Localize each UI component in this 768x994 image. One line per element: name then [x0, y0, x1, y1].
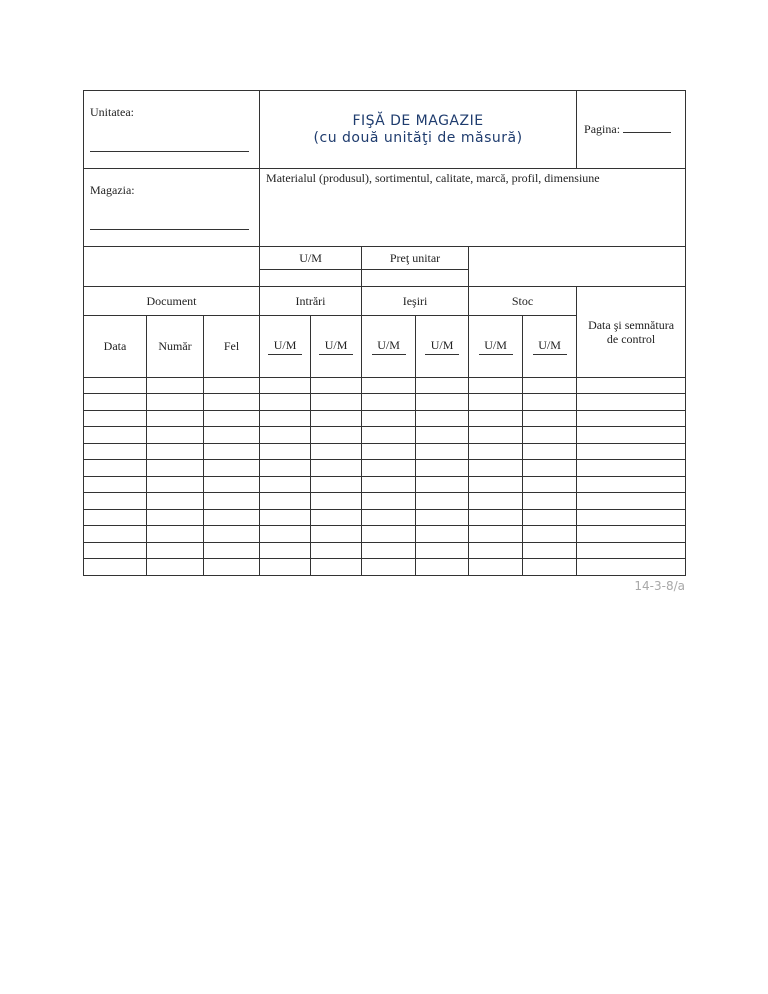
entry-cell[interactable] — [577, 394, 686, 411]
um-blank-line — [533, 354, 567, 355]
stoc-um2-header — [523, 316, 577, 378]
iesiri-header — [362, 287, 469, 316]
entry-cell[interactable] — [311, 427, 362, 444]
entry-cell[interactable] — [311, 559, 362, 576]
entry-cell[interactable] — [84, 427, 147, 444]
entry-row — [84, 477, 686, 493]
entry-cell[interactable] — [260, 477, 311, 493]
entry-cell[interactable] — [469, 394, 523, 411]
entry-cell[interactable] — [84, 444, 147, 460]
intrari-um1-header — [260, 316, 311, 378]
entry-cell[interactable] — [416, 510, 469, 526]
entry-cell[interactable] — [362, 543, 416, 559]
um-label: U/M — [430, 337, 454, 352]
data-header — [84, 316, 147, 378]
entry-cell[interactable] — [577, 477, 686, 493]
um-blank-line — [372, 354, 406, 355]
um-blank-line — [268, 354, 302, 355]
um-price-label-row — [84, 247, 686, 270]
unitatea-blank-line — [90, 151, 249, 152]
entry-row — [84, 510, 686, 526]
entry-cell[interactable] — [260, 411, 311, 427]
iesiri-um1-header — [362, 316, 416, 378]
stoc-um1-header — [469, 316, 523, 378]
entry-cell[interactable] — [523, 427, 577, 444]
entry-cell[interactable] — [204, 460, 260, 477]
entry-cell[interactable] — [362, 394, 416, 411]
entry-cell[interactable] — [311, 411, 362, 427]
entry-row — [84, 427, 686, 444]
pret-value-cell[interactable] — [362, 270, 469, 287]
entry-cell[interactable] — [260, 444, 311, 460]
entry-cell[interactable] — [577, 526, 686, 543]
entry-cell[interactable] — [260, 427, 311, 444]
blank-left-cell[interactable] — [84, 247, 260, 287]
entry-cell[interactable] — [311, 460, 362, 477]
entry-cell[interactable] — [416, 444, 469, 460]
entry-cell[interactable] — [362, 510, 416, 526]
entry-cell[interactable] — [362, 477, 416, 493]
magazia-blank-line — [90, 229, 249, 230]
entry-cell[interactable] — [577, 411, 686, 427]
entry-cell[interactable] — [416, 411, 469, 427]
pagina-blank-line — [623, 132, 671, 133]
entry-cell[interactable] — [84, 493, 147, 510]
document-label: Document — [146, 293, 197, 308]
entry-cell[interactable] — [260, 510, 311, 526]
blank-right-cell[interactable] — [469, 247, 686, 287]
entry-cell[interactable] — [84, 526, 147, 543]
entry-cell[interactable] — [362, 427, 416, 444]
title-cell — [260, 91, 577, 169]
header-row — [84, 91, 686, 169]
entry-cell[interactable] — [147, 493, 204, 510]
entry-cell[interactable] — [260, 394, 311, 411]
um-label: U/M — [324, 337, 348, 352]
warehouse-card-form — [83, 90, 685, 593]
intrari-label: Intrări — [295, 293, 326, 308]
entry-cell[interactable] — [204, 378, 260, 394]
data-label: Data — [103, 339, 127, 354]
entry-cell[interactable] — [362, 493, 416, 510]
group-header-row — [84, 287, 686, 316]
entry-cell[interactable] — [362, 378, 416, 394]
entry-cell[interactable] — [523, 378, 577, 394]
entry-cell[interactable] — [260, 526, 311, 543]
entry-cell[interactable] — [469, 526, 523, 543]
stoc-header — [469, 287, 577, 316]
material-label: Materialul (produsul), sortimentul, calitate, marcă, profil, dimensiune — [266, 171, 600, 185]
entry-cell[interactable] — [84, 543, 147, 559]
um-label: U/M — [377, 337, 400, 352]
um-value-cell[interactable] — [260, 270, 362, 287]
entry-cell[interactable] — [577, 444, 686, 460]
entry-cell[interactable] — [311, 526, 362, 543]
entry-row — [84, 411, 686, 427]
um-blank-line — [479, 354, 513, 355]
control-header — [577, 287, 686, 378]
entry-cell[interactable] — [416, 543, 469, 559]
entry-cell[interactable] — [523, 493, 577, 510]
entry-cell[interactable] — [469, 510, 523, 526]
entry-row — [84, 526, 686, 543]
stoc-label: Stoc — [511, 293, 534, 308]
entry-cell[interactable] — [147, 543, 204, 559]
entry-cell[interactable] — [204, 559, 260, 576]
entry-cell[interactable] — [416, 477, 469, 493]
entry-cell[interactable] — [523, 510, 577, 526]
entry-cell[interactable] — [469, 460, 523, 477]
entry-cell[interactable] — [311, 510, 362, 526]
entry-cell[interactable] — [204, 510, 260, 526]
pagina-label: Pagina: — [584, 122, 621, 137]
magazia-cell[interactable] — [84, 169, 260, 247]
magazia-row — [84, 169, 686, 247]
entry-cell[interactable] — [469, 477, 523, 493]
entry-cell[interactable] — [523, 460, 577, 477]
document-header — [84, 287, 260, 316]
entry-cell[interactable] — [523, 411, 577, 427]
entry-cell[interactable] — [147, 460, 204, 477]
entry-cell[interactable] — [523, 444, 577, 460]
entry-cell[interactable] — [523, 477, 577, 493]
entry-cell[interactable] — [416, 394, 469, 411]
entry-cell[interactable] — [147, 559, 204, 576]
entry-cell[interactable] — [204, 477, 260, 493]
entry-cell[interactable] — [84, 510, 147, 526]
entry-cell[interactable] — [204, 394, 260, 411]
pagina-cell[interactable] — [577, 91, 686, 169]
entry-cell[interactable] — [577, 493, 686, 510]
entry-cell[interactable] — [260, 378, 311, 394]
entry-cell[interactable] — [147, 394, 204, 411]
entry-cell[interactable] — [311, 493, 362, 510]
entry-cell[interactable] — [577, 460, 686, 477]
entry-cell[interactable] — [416, 427, 469, 444]
entry-cell[interactable] — [204, 543, 260, 559]
entry-cell[interactable] — [260, 559, 311, 576]
entry-row — [84, 493, 686, 510]
fel-label: Fel — [223, 339, 240, 354]
unitatea-cell[interactable] — [84, 91, 260, 169]
um-blank-line — [319, 354, 353, 355]
pret-label-cell — [362, 247, 469, 270]
form-table — [83, 90, 686, 576]
entry-cell[interactable] — [577, 510, 686, 526]
entry-cell[interactable] — [469, 378, 523, 394]
um-label: U/M — [299, 250, 322, 265]
entry-cell[interactable] — [311, 444, 362, 460]
unitatea-label: Unitatea: — [90, 105, 134, 119]
entry-cell[interactable] — [84, 559, 147, 576]
numar-label: Număr — [158, 339, 192, 354]
um-label-cell — [260, 247, 362, 270]
entry-row — [84, 460, 686, 477]
entry-cell[interactable] — [260, 460, 311, 477]
entry-cell[interactable] — [577, 559, 686, 576]
intrari-um2-header — [311, 316, 362, 378]
entry-cell[interactable] — [469, 559, 523, 576]
entry-cell[interactable] — [147, 427, 204, 444]
entry-cell[interactable] — [204, 493, 260, 510]
entry-cell[interactable] — [362, 526, 416, 543]
form-subtitle: (cu două unităţi de măsură) — [313, 129, 523, 146]
entry-cell[interactable] — [204, 444, 260, 460]
entry-row — [84, 444, 686, 460]
entry-cell[interactable] — [260, 493, 311, 510]
entry-cell[interactable] — [416, 526, 469, 543]
entry-row — [84, 378, 686, 394]
entry-cell[interactable] — [523, 394, 577, 411]
entry-cell[interactable] — [362, 411, 416, 427]
entry-cell[interactable] — [84, 394, 147, 411]
entry-cell[interactable] — [204, 411, 260, 427]
entry-row — [84, 543, 686, 559]
entry-cell[interactable] — [84, 378, 147, 394]
numar-header — [147, 316, 204, 378]
entry-cell[interactable] — [416, 493, 469, 510]
entry-cell[interactable] — [147, 378, 204, 394]
entry-cell[interactable] — [469, 493, 523, 510]
entry-cell[interactable] — [469, 411, 523, 427]
form-code: 14-3-8/a — [634, 579, 685, 593]
entry-cell[interactable] — [416, 460, 469, 477]
intrari-header — [260, 287, 362, 316]
material-cell[interactable] — [260, 169, 686, 247]
entry-cell[interactable] — [523, 526, 577, 543]
entry-cell[interactable] — [311, 378, 362, 394]
entry-cell[interactable] — [147, 510, 204, 526]
entry-cell[interactable] — [523, 543, 577, 559]
entry-cell[interactable] — [469, 427, 523, 444]
iesiri-label: Ieşiri — [402, 293, 428, 308]
entry-cell[interactable] — [577, 378, 686, 394]
entry-cell[interactable] — [362, 444, 416, 460]
um-blank-line — [425, 354, 459, 355]
control-label: Data şi semnătura de control — [588, 317, 675, 346]
fel-header — [204, 316, 260, 378]
entry-cell[interactable] — [147, 477, 204, 493]
entry-cell[interactable] — [362, 559, 416, 576]
um-label: U/M — [484, 337, 507, 352]
entry-cell[interactable] — [362, 460, 416, 477]
entry-cell[interactable] — [147, 526, 204, 543]
entry-cell[interactable] — [469, 543, 523, 559]
entry-cell[interactable] — [260, 543, 311, 559]
um-label: U/M — [273, 337, 297, 352]
entry-cell[interactable] — [416, 378, 469, 394]
entry-cell[interactable] — [147, 444, 204, 460]
entry-row — [84, 559, 686, 576]
entry-cell[interactable] — [84, 477, 147, 493]
um-label: U/M — [538, 337, 561, 352]
entry-cell[interactable] — [523, 559, 577, 576]
iesiri-um2-header — [416, 316, 469, 378]
entry-cell[interactable] — [469, 444, 523, 460]
entry-cell[interactable] — [84, 411, 147, 427]
entry-cell[interactable] — [204, 526, 260, 543]
entry-cell[interactable] — [311, 543, 362, 559]
form-title: FIŞĂ DE MAGAZIE — [352, 112, 484, 129]
entry-cell[interactable] — [577, 427, 686, 444]
entry-cell[interactable] — [311, 477, 362, 493]
entry-cell[interactable] — [577, 543, 686, 559]
entry-row — [84, 394, 686, 411]
entry-cell[interactable] — [311, 394, 362, 411]
entry-cell[interactable] — [84, 460, 147, 477]
entry-cell[interactable] — [416, 559, 469, 576]
magazia-label: Magazia: — [90, 183, 135, 197]
entry-cell[interactable] — [204, 427, 260, 444]
entry-cell[interactable] — [147, 411, 204, 427]
pret-unitar-label: Preţ unitar — [389, 250, 441, 265]
